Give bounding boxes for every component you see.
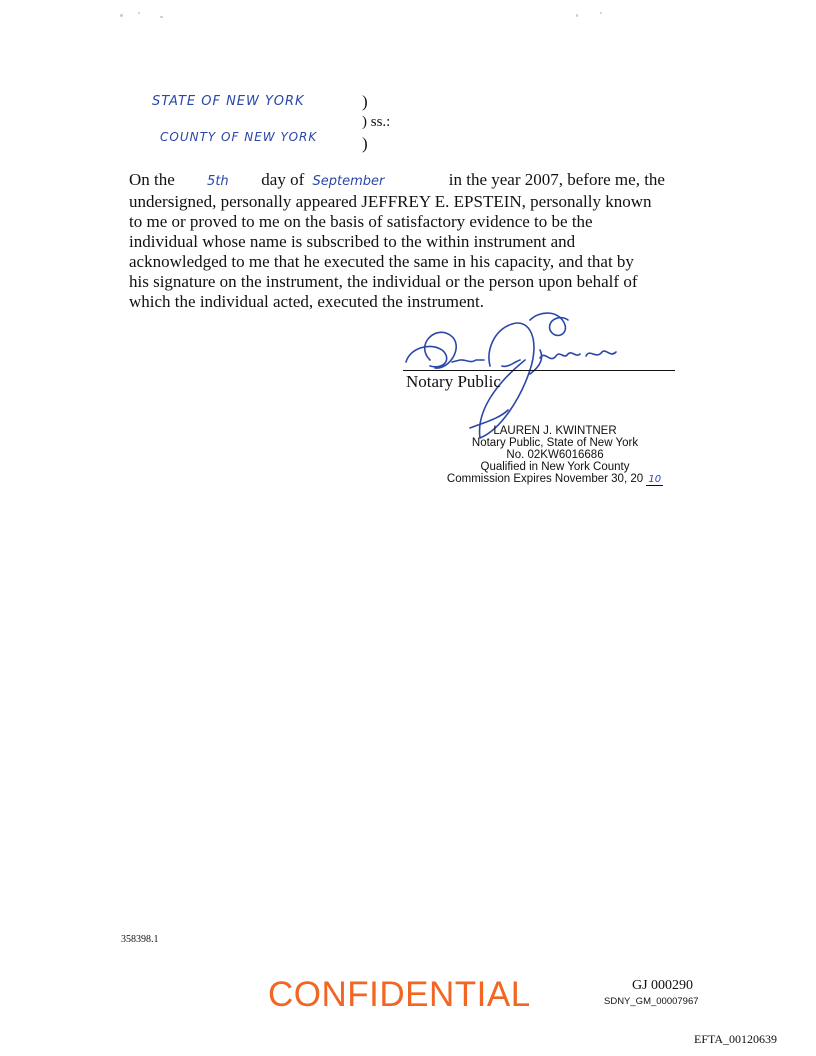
scan-speck: [576, 14, 578, 17]
bates-sdny-number: SDNY_GM_00007967: [604, 996, 699, 1007]
venue-county-handwritten: COUNTY OF NEW YORK: [160, 130, 318, 144]
month-handwritten: September: [312, 174, 385, 189]
confidential-stamp: CONFIDENTIAL: [268, 975, 531, 1014]
scan-speck: [138, 12, 140, 14]
scan-speck: [160, 16, 163, 18]
year-clause: in the year 2007, before me, the: [448, 170, 665, 189]
scan-speck: [120, 14, 123, 17]
venue-paren-top: ): [362, 92, 368, 111]
notary-expires-text: Commission Expires November 30, 20: [446, 473, 644, 485]
notary-expires: [420, 473, 690, 486]
notary-public-label: Notary Public: [406, 372, 501, 391]
lead-text: On the: [129, 170, 175, 189]
acknowledgment-line: undersigned, personally appeared JEFFREY E. EPSTEIN, personally known: [129, 192, 652, 211]
acknowledgment-first-line: [129, 170, 689, 192]
acknowledgment-line: which the individual acted, executed the instrument.: [129, 292, 484, 311]
notary-signature: [390, 290, 690, 440]
acknowledgment-line: to me or proved to me on the basis of satisfactory evidence to be the: [129, 212, 593, 231]
document-reference: 358398.1: [121, 934, 159, 945]
signature-line: [403, 370, 675, 371]
bates-gj-number: GJ 000290: [632, 978, 694, 993]
scan-speck: [600, 12, 602, 14]
venue-ss-label: ) ss.:: [362, 114, 391, 130]
notary-name: LAUREN J. KWINTNER: [493, 425, 617, 437]
acknowledgment-line: acknowledged to me that he executed the same in his capacity, and that by: [129, 252, 634, 271]
day-handwritten: 5th: [207, 174, 229, 189]
acknowledgment-line: individual whose name is subscribed to the within instrument and: [129, 232, 576, 251]
day-of-label: day of: [261, 170, 305, 189]
notary-stamp: [420, 425, 690, 486]
notary-title: Notary Public, State of New York: [471, 437, 639, 449]
acknowledgment-line: his signature on the instrument, the individual or the person upon behalf of: [129, 272, 638, 291]
notary-expires-year-handwritten: 10: [648, 474, 662, 485]
notary-number: No. 02KW6016686: [506, 449, 604, 461]
efta-number: EFTA_00120639: [694, 1032, 778, 1046]
notary-qualified: Qualified in New York County: [480, 461, 630, 473]
venue-state-handwritten: STATE OF NEW YORK: [152, 94, 305, 109]
venue-paren-bottom: ): [362, 134, 368, 153]
